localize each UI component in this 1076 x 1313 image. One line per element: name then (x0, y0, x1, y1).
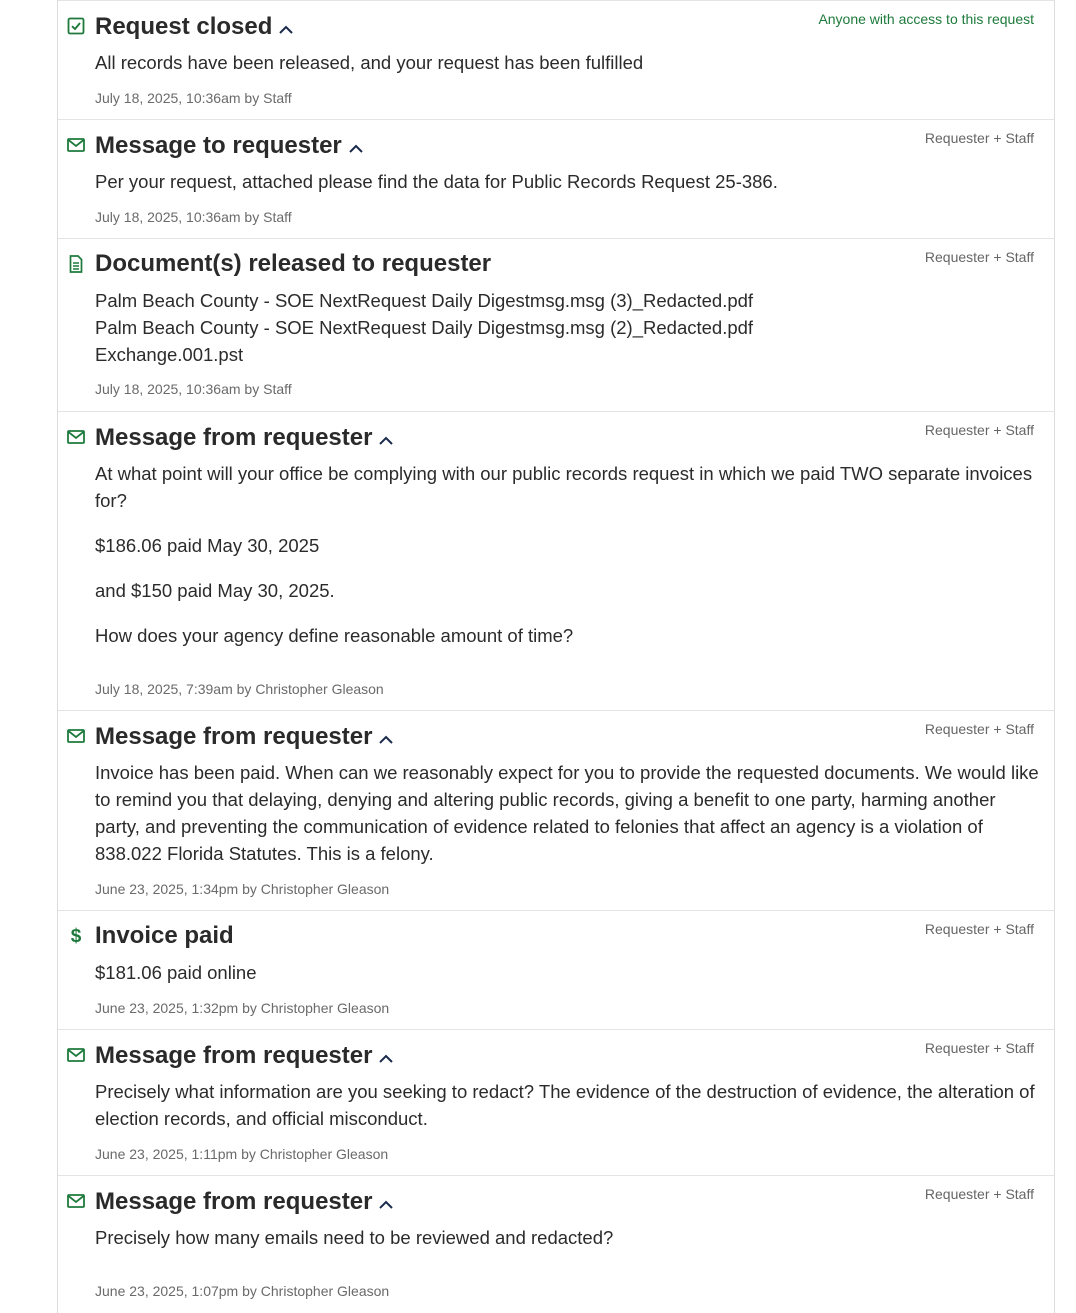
event-title[interactable]: Message to requester (95, 131, 364, 161)
event-timestamp: June 23, 2025, 1:34pm by Christopher Gleason (95, 881, 390, 897)
event-body: Invoice has been paid. When can we reasonably expect for you to provide the requested documents. We would like to remind you that delaying, denying and altering public records, giving a benefit to one party, harming another party, and preventing the communication of evidence related to felonies that affect an agency is a violation of 838.022 Florida Statutes. This is a felony. (95, 762, 1039, 864)
timeline-event-message-to-requester (58, 119, 1055, 238)
chevron-up-icon[interactable] (378, 425, 394, 453)
event-timestamp: June 23, 2025, 1:11pm by Christopher Gleason (95, 1146, 389, 1162)
event-timestamp: July 18, 2025, 10:36am by Staff (95, 90, 292, 106)
event-timestamp: June 23, 2025, 1:07pm by Christopher Gleason (95, 1283, 390, 1299)
event-timestamp: July 18, 2025, 7:39am by Christopher Gleason (95, 681, 384, 697)
svg-text:$: $ (70, 926, 82, 946)
visibility-label: Requester + Staff (924, 921, 1034, 937)
request-timeline (57, 0, 1055, 1313)
timeline-event-documents-released (58, 238, 1055, 411)
chevron-up-icon[interactable] (348, 133, 364, 161)
event-body: Precisely what information are you seeking to redact? The evidence of the destruction of evidence, the alteration of election records, and official misconduct. (95, 1081, 1035, 1129)
visibility-label: Requester + Staff (924, 249, 1034, 265)
visibility-label: Requester + Staff (924, 422, 1034, 438)
timeline-event-message-from-requester (58, 1175, 1055, 1313)
event-body: $181.06 paid online (95, 962, 257, 983)
timeline-event-request-closed (58, 0, 1055, 119)
visibility-label: Requester + Staff (924, 1040, 1034, 1056)
timeline-event-invoice-paid (58, 910, 1055, 1029)
event-timestamp: June 23, 2025, 1:32pm by Christopher Gleason (95, 1000, 390, 1016)
document-link[interactable]: Palm Beach County - SOE NextRequest Daily Digestmsg.msg (3)_Redacted.pdf (95, 290, 754, 311)
envelope-icon (67, 428, 85, 446)
document-list (95, 287, 1041, 368)
chevron-up-icon[interactable] (278, 14, 294, 42)
dollar-icon (67, 927, 85, 945)
visibility-label: Requester + Staff (924, 721, 1034, 737)
document-link[interactable]: Palm Beach County - SOE NextRequest Daily Digestmsg.msg (2)_Redacted.pdf (95, 317, 754, 338)
timeline-event-message-from-requester (58, 411, 1055, 710)
event-body: At what point will your office be complying with our public records request in which we paid TWO separate invoices for? $186.06 paid May 30, 2025 and $150 paid May 30, 2025. How does your agency define reasonable amount of time? (95, 463, 1033, 646)
document-link[interactable]: Exchange.001.pst (95, 344, 244, 365)
event-title: Invoice paid (95, 922, 234, 949)
visibility-label: Requester + Staff (924, 130, 1034, 146)
envelope-icon (67, 727, 85, 745)
event-body: Per your request, attached please find the data for Public Records Request 25-386. (95, 171, 778, 192)
chevron-up-icon[interactable] (378, 724, 394, 752)
chevron-up-icon[interactable] (378, 1189, 394, 1217)
event-title[interactable]: Message from requester (95, 423, 394, 453)
event-title: Document(s) released to requester (95, 250, 492, 277)
event-title[interactable]: Message from requester (95, 1041, 394, 1071)
visibility-label: Requester + Staff (924, 1186, 1034, 1202)
timeline-event-message-from-requester (58, 710, 1055, 910)
event-timestamp: July 18, 2025, 10:36am by Staff (95, 381, 292, 397)
check-square-icon (67, 17, 85, 35)
envelope-icon (67, 136, 85, 154)
event-timestamp: July 18, 2025, 10:36am by Staff (95, 209, 292, 225)
timeline-event-message-from-requester (58, 1029, 1055, 1175)
event-body: All records have been released, and your request has been fulfilled (95, 52, 644, 73)
visibility-label: Anyone with access to this request (818, 11, 1034, 27)
event-title[interactable]: Message from requester (95, 1187, 394, 1217)
event-title[interactable]: Message from requester (95, 722, 394, 752)
document-icon (67, 255, 85, 273)
envelope-icon (67, 1192, 85, 1210)
envelope-icon (67, 1046, 85, 1064)
event-body: Precisely how many emails need to be reviewed and redacted? (95, 1227, 614, 1248)
chevron-up-icon[interactable] (378, 1043, 394, 1071)
event-title[interactable]: Request closed (95, 12, 294, 42)
